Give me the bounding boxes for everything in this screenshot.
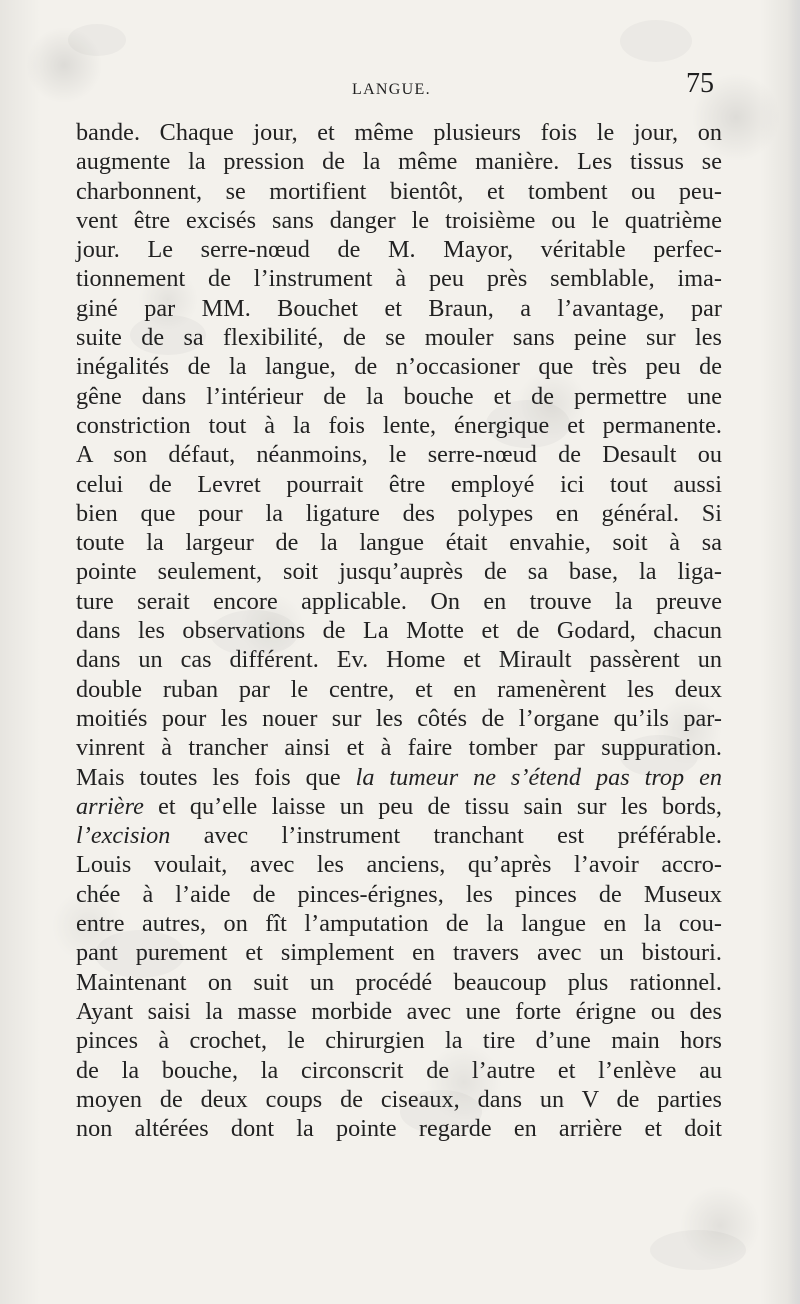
text-segment: Louis voulait, avec les anciens, qu’après l’avoir accro- bbox=[76, 851, 722, 879]
text-line bbox=[76, 763, 722, 792]
text-segment: moyen de deux coups de ciseaux, dans un V de parties bbox=[76, 1085, 722, 1113]
text-line bbox=[76, 177, 722, 206]
text-line bbox=[76, 235, 722, 264]
text-segment: avec l’instrument tranchant est préférable. bbox=[170, 822, 722, 850]
text-line bbox=[76, 616, 722, 645]
text-segment: vinrent à trancher ainsi et à faire tomber par suppuration. bbox=[76, 734, 722, 762]
text-line bbox=[76, 1026, 722, 1055]
text-segment: dans les observations de La Motte et de Godard, chacun bbox=[76, 617, 722, 645]
text-segment: charbonnent, se mortifient bientôt, et tombent ou peu- bbox=[76, 177, 722, 205]
text-segment: bande. Chaque jour, et même plusieurs fois le jour, on bbox=[76, 119, 722, 146]
text-segment: non altérées dont la pointe regarde en arrière et doit bbox=[76, 1115, 722, 1143]
text-segment: de la bouche, la circonscrit de l’autre et l’enlève au bbox=[76, 1056, 722, 1084]
text-segment: gêne dans l’intérieur de la bouche et de permettre une bbox=[76, 382, 722, 410]
paper-stain bbox=[68, 24, 126, 56]
text-line bbox=[76, 499, 722, 528]
text-line bbox=[76, 704, 722, 733]
body-text bbox=[76, 118, 722, 1143]
text-segment: bien que pour la ligature des polypes en général. Si bbox=[76, 499, 722, 527]
text-segment: toute la largeur de la langue était envahie, soit à sa bbox=[76, 529, 722, 557]
text-line bbox=[76, 587, 722, 616]
text-line bbox=[76, 1085, 722, 1114]
text-line bbox=[76, 352, 722, 381]
text-segment: moitiés pour les nouer sur les côtés de l’organe qu’ils par- bbox=[76, 704, 722, 732]
text-line bbox=[76, 850, 722, 879]
text-line bbox=[76, 118, 722, 147]
text-line bbox=[76, 528, 722, 557]
text-line bbox=[76, 1114, 722, 1143]
text-line bbox=[76, 1056, 722, 1085]
paper-stain bbox=[620, 20, 692, 62]
text-segment: dans un cas différent. Ev. Home et Mirault passèrent un bbox=[76, 646, 722, 674]
text-segment: Mais toutes les fois que bbox=[76, 763, 356, 791]
paper-stain bbox=[650, 1230, 746, 1270]
text-line bbox=[76, 733, 722, 762]
text-line bbox=[76, 997, 722, 1026]
text-line bbox=[76, 206, 722, 235]
text-segment: ture serait encore applicable. On en trouve la preuve bbox=[76, 587, 722, 615]
text-line bbox=[76, 147, 722, 176]
text-line bbox=[76, 470, 722, 499]
text-segment: Ayant saisi la masse morbide avec une forte érigne ou des bbox=[76, 997, 722, 1025]
italic-text-segment: arrière bbox=[76, 792, 144, 820]
text-segment: pinces à crochet, le chirurgien la tire d’une main hors bbox=[76, 1027, 722, 1055]
text-line bbox=[76, 821, 722, 850]
text-segment: giné par MM. Bouchet et Braun, a l’avantage, par bbox=[76, 294, 722, 322]
text-segment: vent être excisés sans danger le troisième ou le quatrième bbox=[76, 206, 722, 234]
text-segment: pointe seulement, soit jusqu’auprès de sa base, la liga- bbox=[76, 558, 722, 586]
text-line bbox=[76, 382, 722, 411]
text-line bbox=[76, 264, 722, 293]
text-line bbox=[76, 411, 722, 440]
text-segment: celui de Levret pourrait être employé ici tout aussi bbox=[76, 470, 722, 498]
text-line bbox=[76, 792, 722, 821]
text-segment: double ruban par le centre, et en ramenèrent les deux bbox=[76, 675, 722, 703]
text-segment: Maintenant on suit un procédé beaucoup plus rationnel. bbox=[76, 968, 722, 996]
page-number: 75 bbox=[686, 68, 714, 99]
text-segment: A son défaut, néanmoins, le serre-nœud de Desault ou bbox=[76, 441, 722, 469]
text-line bbox=[76, 323, 722, 352]
text-line bbox=[76, 909, 722, 938]
italic-text-segment: la tumeur ne s’étend pas trop en bbox=[355, 763, 722, 791]
italic-text-segment: l’excision bbox=[76, 822, 171, 850]
text-segment: constriction tout à la fois lente, énergique et permanente. bbox=[76, 411, 722, 439]
text-line bbox=[76, 968, 722, 997]
text-segment: et qu’elle laisse un peu de tissu sain sur les bords, bbox=[143, 792, 722, 820]
text-line bbox=[76, 557, 722, 586]
text-segment: tionnement de l’instrument à peu près semblable, ima- bbox=[76, 265, 722, 293]
page-edge-shadow bbox=[788, 0, 800, 1304]
text-line bbox=[76, 675, 722, 704]
text-line bbox=[76, 938, 722, 967]
text-segment: jour. Le serre-nœud de M. Mayor, véritable perfec- bbox=[76, 236, 722, 264]
text-segment: suite de sa flexibilité, de se mouler sans peine sur les bbox=[76, 324, 722, 352]
text-segment: augmente la pression de la même manière. Les tissus se bbox=[76, 148, 722, 176]
text-line bbox=[76, 294, 722, 323]
text-line bbox=[76, 440, 722, 469]
text-segment: inégalités de la langue, de n’occasioner que très peu de bbox=[76, 353, 722, 381]
text-segment: entre autres, on fît l’amputation de la langue en la cou- bbox=[76, 910, 722, 938]
text-line bbox=[76, 880, 722, 909]
text-segment: chée à l’aide de pinces-érignes, les pinces de Museux bbox=[76, 880, 722, 908]
text-line bbox=[76, 645, 722, 674]
text-segment: pant purement et simplement en travers avec un bistouri. bbox=[76, 939, 722, 967]
running-head: LANGUE. bbox=[352, 81, 431, 98]
